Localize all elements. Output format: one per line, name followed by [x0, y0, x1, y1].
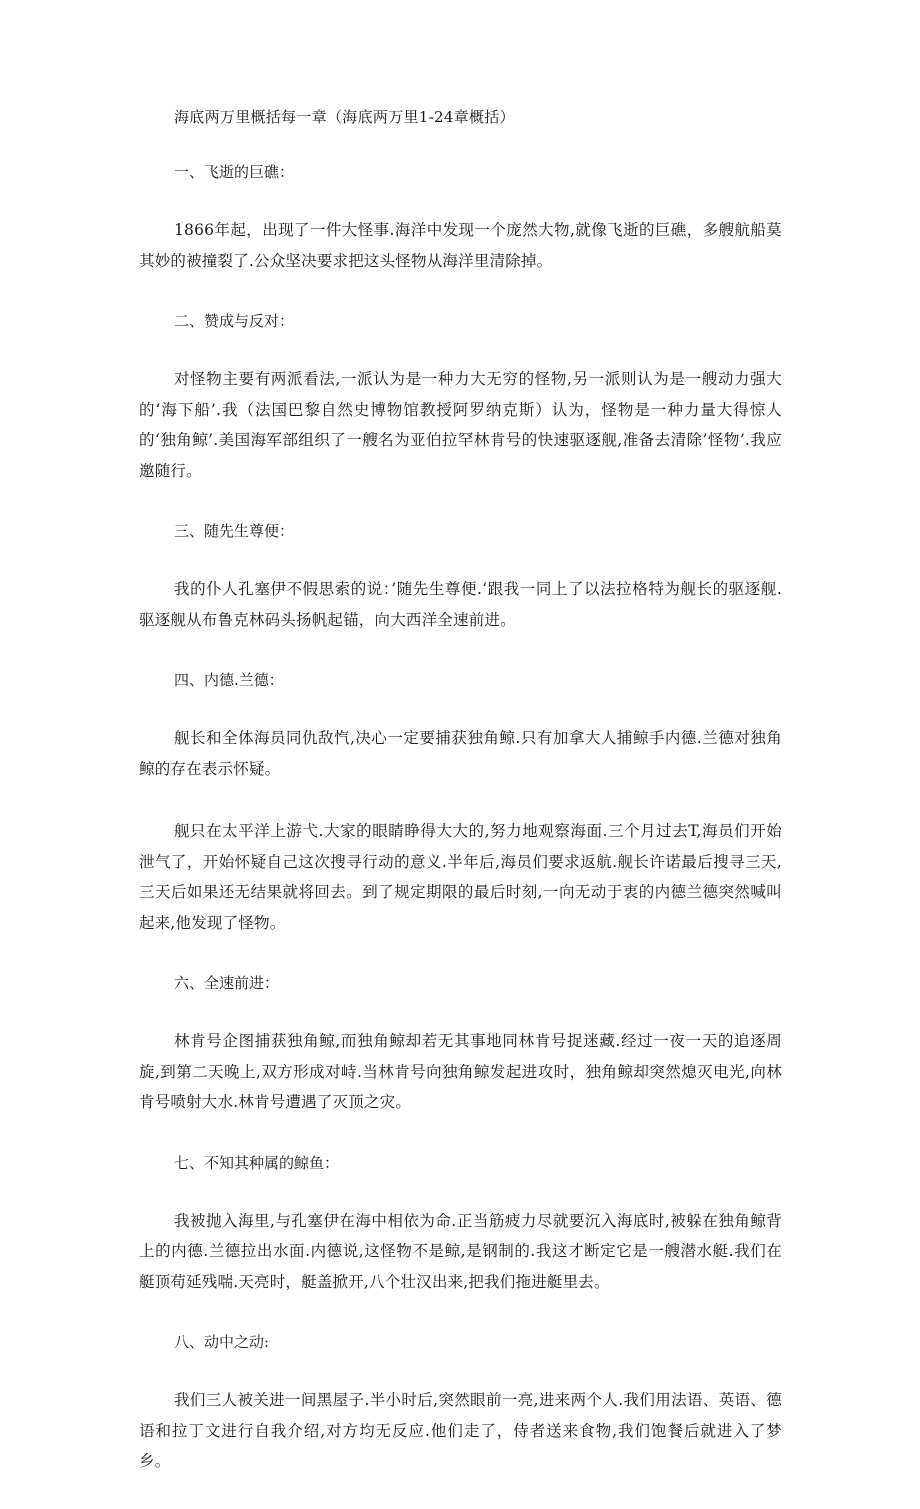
section-paragraph: 我的仆人孔塞伊不假思索的说：’随先生尊便.‘跟我一同上了以法拉格特为舰长的驱逐舰.驱逐舰从布鲁克林码头扬帆起锚，向大西洋全速前进。 — [139, 580, 782, 629]
document-title: 海底两万里概括每一章（海底两万里1-24章概括） — [174, 108, 515, 126]
section-3 — [139, 518, 782, 635]
section-paragraph: 1866年起，出现了一件大怪事.海洋中发现一个庞然大物,就像飞逝的巨礁，多艘航船莫其妙的被撞裂了.公众坚决要求把这头怪物从海洋里清除掉。 — [139, 221, 782, 270]
section-paragraph: 舰只在太平洋上游弋.大家的眼睛睁得大大的,努力地观察海面.三个月过去T,海员们开始泄气了，开始怀疑自己这次搜寻行动的意义.半年后,海员们要求返航.舰长许诺最后搜寻三天,三天后如果还无结果就将回去。到了规定期限的最后时刻,一向无动于衷的内德兰德突然喊叫起来,他发现了怪物。 — [139, 822, 782, 932]
section-7 — [139, 1150, 782, 1298]
section-heading: 七、不知其种属的鲸鱼： — [174, 1153, 340, 1172]
section-paragraph: 我们三人被关进一间黑屋子.半小时后,突然眼前一亮,进来两个人.我们用法语、英语、德语和拉丁文进行自我介绍,对方均无反应.他们走了，侍者送来食物,我们饱餐后就进入了梦乡。 — [139, 1391, 782, 1470]
section-heading: 二、赞成与反对： — [174, 312, 295, 330]
section-1 — [139, 159, 782, 276]
section-heading: 六、全速前进： — [174, 974, 280, 992]
section-heading: 八、动中之动: — [174, 1333, 270, 1351]
section-4 — [139, 667, 782, 938]
section-heading: 四、内德.兰德： — [174, 671, 284, 689]
section-6 — [139, 970, 782, 1118]
section-paragraph: 林肯号企图捕获独角鲸,而独角鲸却若无其事地同林肯号捉迷藏.经过一夜一天的追逐周旋,到第二天晚上,双方形成对峙.当林肯号向独角鲸发起进攻时，独角鲸却突然熄灭电光,向林肯号喷射大水.林肯号遭遇了灭顶之灾。 — [139, 1032, 782, 1111]
section-heading: 一、飞逝的巨礁： — [174, 163, 295, 181]
section-paragraph: 我被抛入海里,与孔塞伊在海中相依为命.正当筋疲力尽就要沉入海底时,被躲在独角鲸背上的内德.兰德拉出水面.内德说,这怪物不是鲸,是钢制的.我这才断定它是一艘潜水艇.我们在艇顶苟延残喘.天亮时，艇盖掀开,八个壮汉出来,把我们拖进艇里去。 — [139, 1211, 782, 1291]
document-page — [139, 104, 782, 1509]
section-8 — [139, 1329, 782, 1477]
section-heading: 三、随先生尊便： — [174, 522, 295, 540]
section-2 — [139, 308, 782, 486]
section-paragraph: 对怪物主要有两派看法,一派认为是一种力大无穷的怪物,另一派则认为是一艘动力强大的‘海下船’.我（法国巴黎自然史博物馆教授阿罗纳克斯）认为，怪物是一种力量大得惊人的‘独角鲸’.美国海军部组织了一艘名为亚伯拉罕林肯号的快速驱逐舰,准备去清除’怪物’.我应邀随行。 — [139, 370, 782, 480]
section-paragraph: 舰长和全体海员同仇敌忾,决心一定要捕获独角鲸.只有加拿大人捕鲸手内德.兰德对独角鲸的存在表示怀疑。 — [139, 729, 782, 778]
